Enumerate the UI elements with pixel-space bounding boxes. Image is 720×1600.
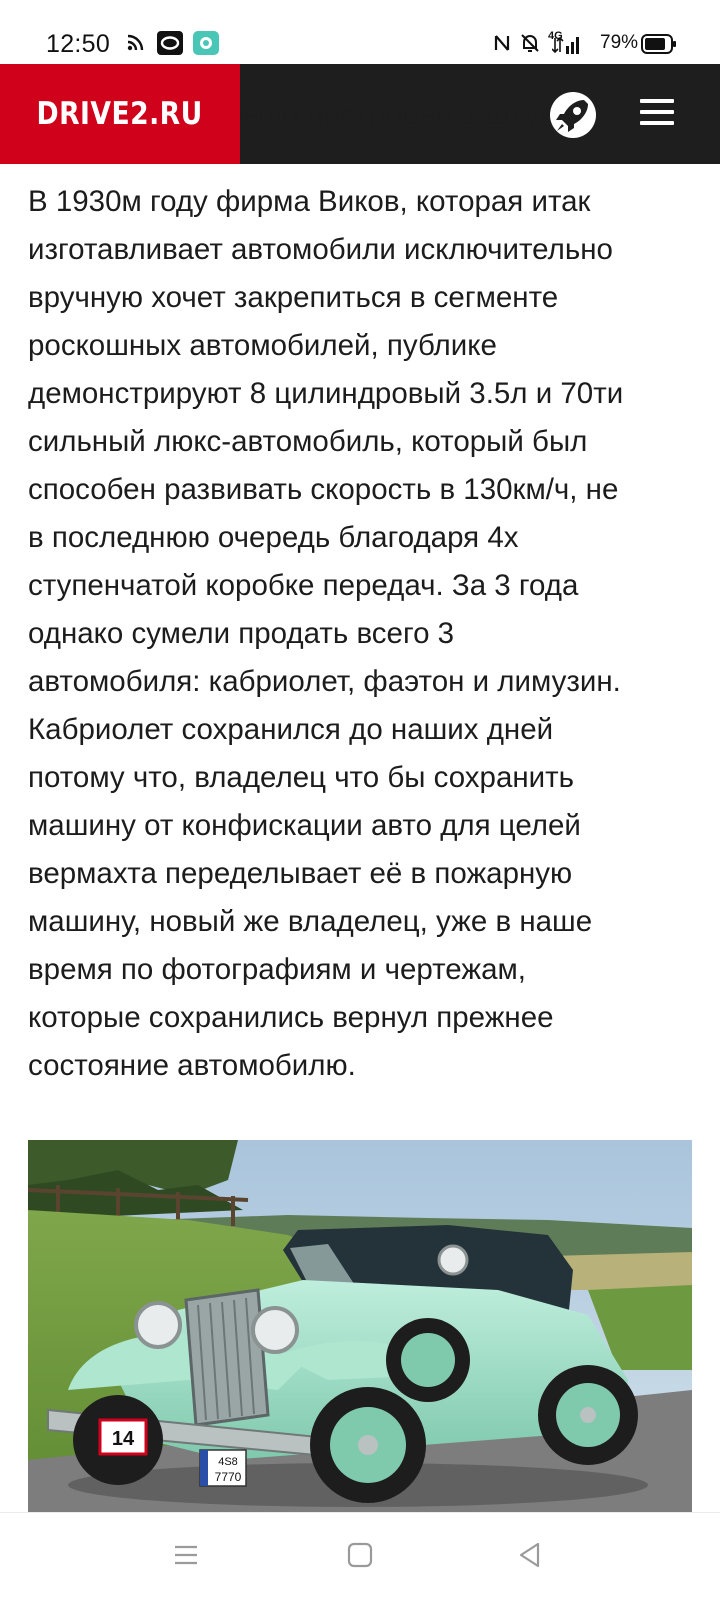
plate-line-1: 4S8 <box>218 1456 238 1468</box>
battery-percent: 79% <box>600 32 639 53</box>
back-icon[interactable] <box>516 1541 544 1569</box>
nfc-icon <box>492 32 512 54</box>
site-logo[interactable] <box>0 64 240 164</box>
battery-icon <box>641 34 677 54</box>
plate-line-2: 7770 <box>214 1470 242 1484</box>
signal-icon <box>552 34 582 56</box>
app-icon-teal <box>193 31 219 55</box>
logo-text: DRIVE2.RU <box>36 96 204 132</box>
app-icon <box>157 31 183 55</box>
race-number: 14 <box>111 1428 135 1450</box>
recents-icon[interactable] <box>172 1541 200 1569</box>
article-paragraph: В 1930м году фирма Виков, которая итак изготавливает автомобили исключительно вручную хочет закрепиться в сегменте роскошных автомобилей, публике демонстрируют 8 цилиндровый 3.5л и 70ти сильный люкс-автомобиль, который был способен развивать скорость в 130км/ч, не в последнюю очередь благодаря 4х ступенчатой коробке передач. За 3 года однако сумели продать всего 3 автомобиля: кабриолет, фаэтон и лимузин. Кабриолет сохранился до наших дней потому что, владелец что бы сохранить машину от конфискации авто для целей вермахта переделывает её в пожарную машину, новый же владелец, уже в наше время по фотографиям и чертежам, которые сохранились вернул прежнее состояние автомобилю. <box>28 185 624 1082</box>
home-icon[interactable] <box>346 1541 374 1569</box>
menu-icon[interactable] <box>640 99 676 129</box>
rocket-icon[interactable] <box>548 90 598 140</box>
site-header <box>0 64 720 164</box>
system-nav-bar <box>0 1512 720 1600</box>
mute-icon <box>519 32 541 54</box>
article-photo-car[interactable] <box>28 1140 692 1520</box>
status-time: 12:50 <box>46 30 111 58</box>
status-bar <box>0 0 720 64</box>
cast-icon <box>126 32 146 52</box>
network-type-label: 4G <box>548 30 563 42</box>
